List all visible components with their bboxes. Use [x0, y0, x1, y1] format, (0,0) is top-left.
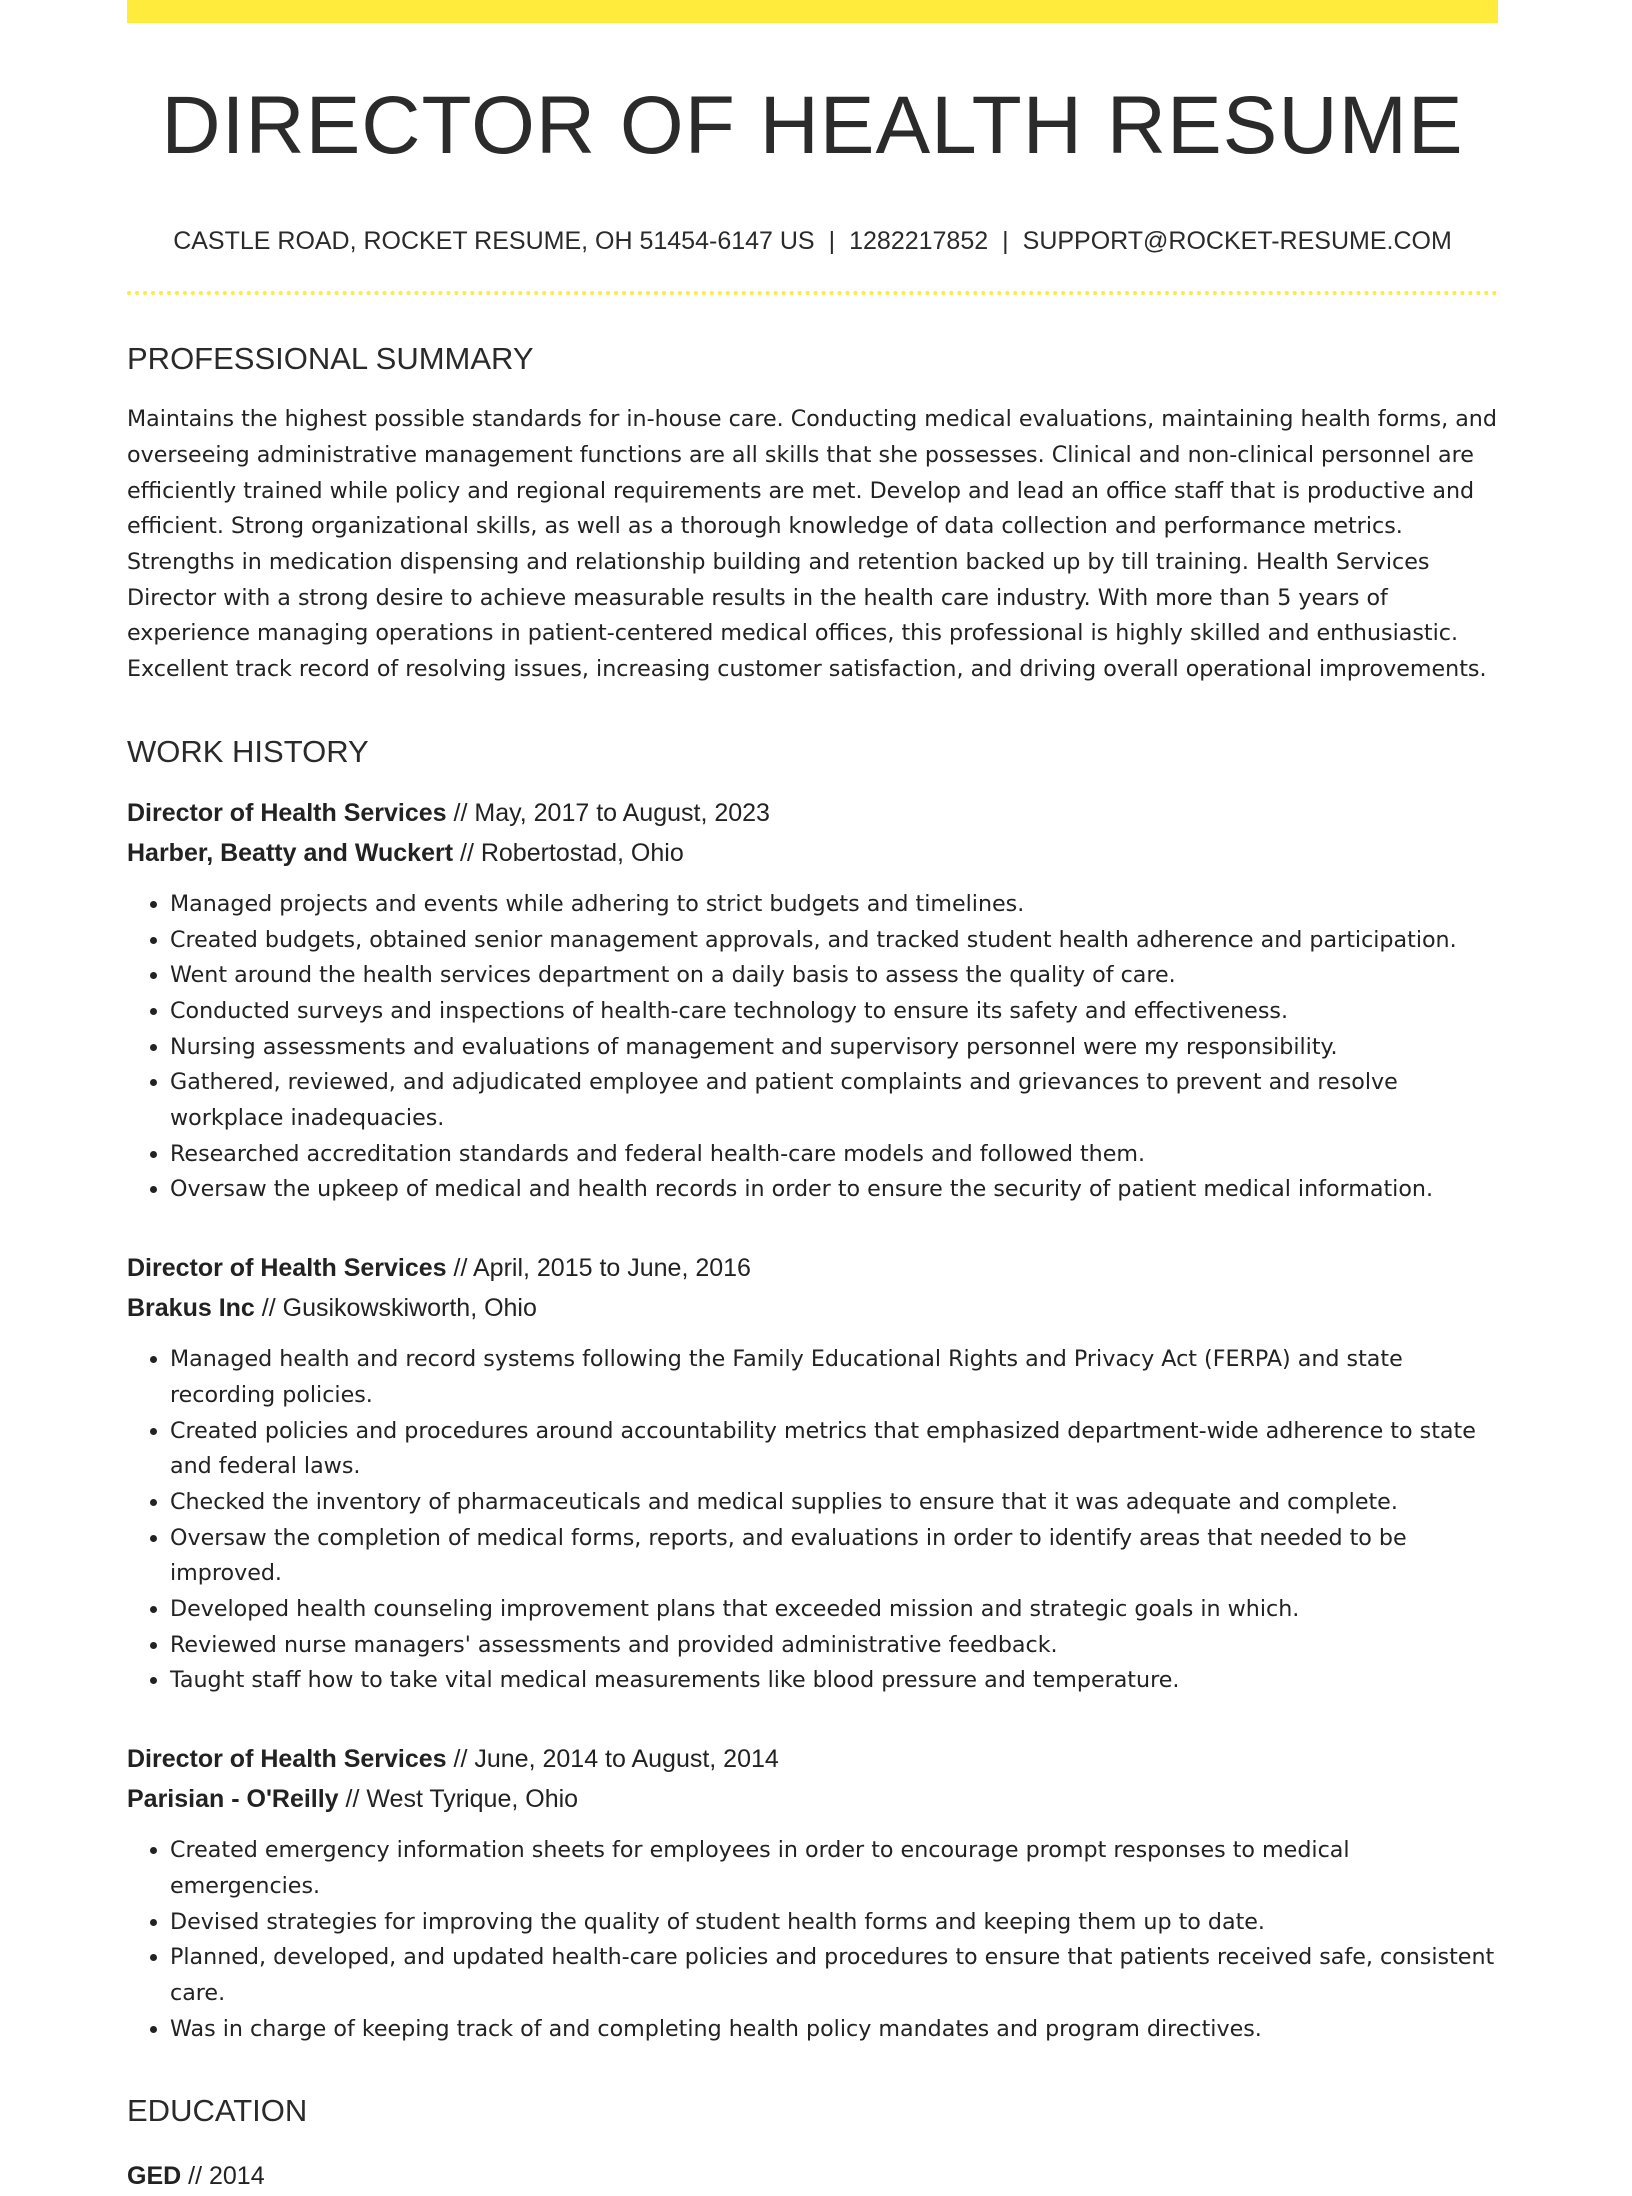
job-separator: // — [446, 798, 475, 827]
job-company-line — [127, 1288, 1498, 1328]
job-bullet: • Was in charge of keeping track of and completing health policy mandates and program directives. — [170, 2012, 1498, 2048]
job-bullet: • Taught staff how to take vital medical measurements like blood pressure and temperature. — [170, 1663, 1498, 1699]
education-separator: // — [181, 2162, 209, 2191]
job-location: Robertostad, Ohio — [480, 838, 684, 867]
summary-text: Maintains the highest possible standards for in-house care. Conducting medical evaluations, maintaining health forms, and overseeing administrative management functions are all skills that she possesses. Clinical and non-clinical personnel are efficiently trained while policy and regional requirements are met. Develop and lead an office staff that is productive and efficient. Strong organizational skills, as well as a thorough knowledge of data collection and performance metrics. Strengths in medication dispensing and relationship building and retention backed up by till training. Health Services Director with a strong desire to achieve measurable results in the health care industry. With more than 5 years of experience managing operations in patient-centered medical offices, this professional is highly skilled and enthusiastic. Excellent track record of resolving issues, increasing customer satisfaction, and driving overall operational improvements. — [127, 406, 1497, 683]
job-company: Brakus Inc — [127, 1294, 255, 1323]
job-separator: // — [338, 1785, 367, 1814]
education-section — [127, 2094, 1498, 2196]
job-bullet-list — [127, 887, 1498, 1208]
contact-separator: | — [828, 227, 836, 255]
job-bullet: • Managed projects and events while adhering to strict budgets and timelines. — [170, 887, 1498, 923]
job-dates: June, 2014 to August, 2014 — [474, 1745, 779, 1774]
job-bullet: • Devised strategies for improving the quality of student health forms and keeping them up to date. — [170, 1905, 1498, 1941]
summary-heading: PROFESSIONAL SUMMARY — [127, 341, 534, 376]
job-title: Director of Health Services — [127, 1254, 447, 1283]
contact-line — [127, 227, 1498, 256]
job-title-line — [127, 1739, 1498, 1779]
job-bullet: • Managed health and record systems following the Family Educational Rights and Privacy Act (FERPA) and state recording policies. — [170, 1342, 1498, 1413]
job-list — [127, 793, 1498, 2048]
job-bullet: • Nursing assessments and evaluations of management and supervisory personnel were my responsibility. — [170, 1030, 1498, 1066]
job-bullet: • Planned, developed, and updated health-care policies and procedures to ensure that patients received safe, consistent care. — [170, 1940, 1498, 2011]
job-company-line — [127, 1779, 1498, 1819]
resume-page — [127, 0, 1498, 2196]
job-location: Gusikowskiworth, Ohio — [282, 1294, 537, 1323]
education-year: 2014 — [208, 2162, 265, 2191]
job-company: Harber, Beatty and Wuckert — [127, 838, 454, 867]
job-title-line — [127, 1248, 1498, 1288]
job-bullet-list — [127, 1342, 1498, 1699]
job-separator: // — [446, 1254, 473, 1283]
job-title: Director of Health Services — [127, 798, 447, 827]
contact-email[interactable]: SUPPORT@ROCKET-RESUME.COM — [1022, 227, 1452, 255]
job-bullet: • Went around the health services department on a daily basis to assess the quality of care. — [170, 958, 1498, 994]
job-bullet: • Gathered, reviewed, and adjudicated employee and patient complaints and grievances to prevent and resolve workplace inadequacies. — [170, 1065, 1498, 1136]
job-entry — [127, 1739, 1498, 2047]
job-dates: April, 2015 to June, 2016 — [472, 1254, 751, 1283]
job-bullet: • Checked the inventory of pharmaceuticals and medical supplies to ensure that it was adequate and complete. — [170, 1485, 1498, 1521]
contact-separator: | — [1002, 227, 1009, 255]
job-company-line — [127, 833, 1498, 873]
job-bullet: • Conducted surveys and inspections of health-care technology to ensure its safety and effectiveness. — [170, 994, 1498, 1030]
job-separator: // — [254, 1294, 283, 1323]
job-separator: // — [453, 838, 481, 867]
job-bullet: • Developed health counseling improvement plans that exceeded mission and strategic goals in which. — [170, 1592, 1498, 1628]
job-entry — [127, 1248, 1498, 1699]
education-heading: EDUCATION — [127, 2093, 308, 2129]
page-title: DIRECTOR OF HEALTH RESUME — [161, 80, 1464, 171]
job-dates: May, 2017 to August, 2023 — [474, 798, 770, 827]
summary-section — [127, 342, 1498, 688]
job-title: Director of Health Services — [127, 1745, 447, 1774]
job-bullet: • Reviewed nurse managers' assessments and provided administrative feedback. — [170, 1628, 1498, 1664]
job-bullet: • Oversaw the completion of medical forms, reports, and evaluations in order to identify areas that needed to be improved. — [170, 1521, 1498, 1592]
work-history-section — [127, 735, 1498, 2048]
job-bullet: • Created emergency information sheets for employees in order to encourage prompt responses to medical emergencies. — [170, 1833, 1498, 1904]
job-title-line — [127, 793, 1498, 833]
dotted-divider — [127, 291, 1498, 295]
job-location: West Tyrique, Ohio — [366, 1785, 579, 1814]
job-separator: // — [446, 1745, 475, 1774]
job-bullet: • Created policies and procedures around accountability metrics that emphasized department-wide adherence to state and federal laws. — [170, 1414, 1498, 1485]
work-history-heading: WORK HISTORY — [127, 733, 369, 769]
job-bullet-list — [127, 1833, 1498, 2047]
job-bullet: • Researched accreditation standards and federal health-care models and followed them. — [170, 1137, 1498, 1173]
education-degree: GED — [127, 2162, 182, 2191]
job-company: Parisian - O'Reilly — [127, 1785, 339, 1814]
accent-top-bar — [127, 0, 1498, 23]
contact-address: CASTLE ROAD, ROCKET RESUME, OH 51454-6147 US — [173, 227, 815, 255]
job-bullet: • Oversaw the upkeep of medical and health records in order to ensure the security of patient medical information. — [170, 1172, 1498, 1208]
education-item — [127, 2156, 1498, 2196]
job-bullet: • Created budgets, obtained senior management approvals, and tracked student health adherence and participation. — [170, 923, 1498, 959]
job-entry — [127, 793, 1498, 1208]
contact-phone: 1282217852 — [849, 227, 989, 255]
